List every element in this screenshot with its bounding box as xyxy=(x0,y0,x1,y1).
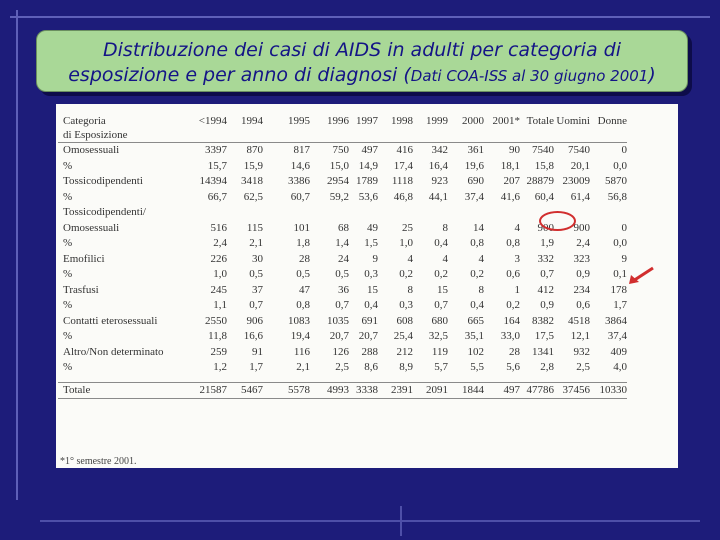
table-cell: 207 xyxy=(503,175,520,187)
table-cell: 35,1 xyxy=(464,330,484,342)
table-cell xyxy=(173,205,227,221)
header-col: Totale xyxy=(526,115,554,127)
title-source: Dati COA-ISS al 30 giugno 2001 xyxy=(410,67,649,85)
table-cell: 1,7 xyxy=(613,299,627,311)
table-cell: 1 xyxy=(514,283,520,296)
table-cell: 0,7 xyxy=(540,268,554,280)
table-cell: 60,4 xyxy=(534,190,554,203)
table-cell: 8,9 xyxy=(399,361,413,373)
table-cell: 20,1 xyxy=(570,159,590,172)
table-cell: 14 xyxy=(473,221,484,234)
table-cell: 900 xyxy=(573,221,590,234)
table-cell: 870 xyxy=(246,144,263,156)
table-cell: 0,9 xyxy=(576,268,590,280)
row-label: % xyxy=(63,268,73,280)
table-cell: 2,1 xyxy=(296,361,310,373)
table-cell: 23009 xyxy=(562,175,590,187)
table-cell: 8 xyxy=(478,283,484,296)
table-cell: 8,6 xyxy=(364,361,378,373)
table-cell: 0,2 xyxy=(506,299,520,311)
table-cell xyxy=(310,205,349,221)
table-cell: 178 xyxy=(610,283,627,296)
table-cell: 20,7 xyxy=(329,330,349,342)
table-cell: 0,3 xyxy=(399,299,413,311)
table-cell xyxy=(227,205,263,221)
table-cell: 36 xyxy=(338,283,349,296)
header-col: 1994 xyxy=(241,115,263,127)
table-cell: 119 xyxy=(431,345,448,358)
row-label: Contatti eterosessuali xyxy=(63,314,158,327)
table-cell: 47 xyxy=(299,283,310,296)
header-col: 2000 xyxy=(462,115,484,127)
table-cell: 0,0 xyxy=(613,159,627,172)
table-cell: 14394 xyxy=(199,175,227,187)
table-cell: 3864 xyxy=(605,314,627,327)
frame-line-left xyxy=(16,10,18,500)
table-cell: 14,6 xyxy=(290,159,310,172)
table-cell: 28 xyxy=(509,345,520,358)
table-cell: 0,7 xyxy=(335,299,349,311)
total-cell: 2091 xyxy=(426,383,448,396)
highlight-circle xyxy=(539,211,576,231)
total-cell: 47786 xyxy=(526,383,554,396)
table-cell: 750 xyxy=(332,144,349,156)
table-cell: 53,6 xyxy=(358,190,378,203)
table-cell: 923 xyxy=(431,175,448,187)
frame-line-bottom-vertical xyxy=(400,506,402,536)
table-row xyxy=(58,236,627,252)
table-row xyxy=(58,159,627,175)
row-label: % xyxy=(63,299,73,311)
table-cell: 1,1 xyxy=(213,299,227,311)
title-line-1: Distribuzione dei casi di AIDS in adulti per categoria di xyxy=(103,39,621,61)
table-cell: 0,2 xyxy=(434,268,448,280)
table-cell xyxy=(448,205,484,221)
table-cell: 5870 xyxy=(605,175,627,187)
header-category xyxy=(58,114,173,143)
table-cell: 101 xyxy=(293,221,310,234)
table-cell: 1118 xyxy=(391,175,413,187)
table-row xyxy=(58,174,627,190)
table-cell: 24 xyxy=(338,252,349,265)
table-cell: 15 xyxy=(437,283,448,296)
table-footnote: *1° semestre 2001. xyxy=(60,456,137,467)
table-row xyxy=(58,298,627,314)
table-cell: 1,7 xyxy=(249,361,263,373)
table-cell: 342 xyxy=(431,144,448,156)
table-cell: 0,5 xyxy=(296,268,310,280)
table-cell: 0,8 xyxy=(506,237,520,249)
row-label: % xyxy=(63,190,73,203)
table-cell: 56,8 xyxy=(607,190,627,203)
table-cell: 323 xyxy=(573,252,590,265)
table-cell: 25,4 xyxy=(393,330,413,342)
table-cell: 332 xyxy=(537,252,554,265)
table-row xyxy=(58,190,627,206)
table-cell: 3397 xyxy=(205,144,227,156)
table-cell: 2,4 xyxy=(576,237,590,249)
aids-cases-table xyxy=(58,114,627,399)
table-cell: 126 xyxy=(332,345,349,358)
total-cell: 1844 xyxy=(462,383,484,396)
row-label: Omosessuali xyxy=(63,144,120,156)
table-cell: 259 xyxy=(210,345,227,358)
table-cell: 8382 xyxy=(532,314,554,327)
table-cell: 212 xyxy=(396,345,413,358)
total-cell: 4993 xyxy=(327,383,349,396)
header-col: 2001* xyxy=(492,115,520,127)
table-cell: 66,7 xyxy=(207,190,227,203)
table-cell: 0,2 xyxy=(399,268,413,280)
table-image xyxy=(56,104,678,468)
table-cell: 4,0 xyxy=(613,361,627,373)
total-cell: 2391 xyxy=(391,383,413,396)
frame-line-bottom-right xyxy=(400,520,700,522)
title-line-2 xyxy=(37,63,687,89)
header-col: <1994 xyxy=(198,115,227,127)
table-cell: 68 xyxy=(338,221,349,234)
row-label: Omosessuali xyxy=(63,221,120,234)
table-cell: 3386 xyxy=(288,175,310,187)
table-cell: 817 xyxy=(293,144,310,156)
table-cell: 4 xyxy=(407,252,413,265)
table-cell: 690 xyxy=(467,175,484,187)
table-cell: 15,9 xyxy=(243,159,263,172)
table-cell: 932 xyxy=(573,345,590,358)
table-cell: 1,4 xyxy=(335,237,349,249)
table-row xyxy=(58,345,627,361)
table-cell: 608 xyxy=(396,314,413,327)
table-cell: 28 xyxy=(299,252,310,265)
table-cell: 2,5 xyxy=(576,361,590,373)
row-label: Tossicodipendenti xyxy=(63,175,143,187)
table-cell: 44,1 xyxy=(428,190,448,203)
header-col: 1998 xyxy=(391,115,413,127)
table-cell: 59,2 xyxy=(329,190,349,203)
table-cell: 20,7 xyxy=(358,330,378,342)
table-cell: 30 xyxy=(252,252,263,265)
table-cell xyxy=(349,205,378,221)
table-cell: 234 xyxy=(573,283,590,296)
row-label: % xyxy=(63,361,73,373)
table-cell: 0,4 xyxy=(470,299,484,311)
table-row xyxy=(58,267,627,283)
table-cell: 102 xyxy=(467,345,484,358)
table-cell: 0,4 xyxy=(434,237,448,249)
table-cell: 0,8 xyxy=(296,299,310,311)
total-label: Totale xyxy=(63,383,91,396)
table-cell: 0,4 xyxy=(364,299,378,311)
table-cell xyxy=(378,205,413,221)
table-cell: 11,8 xyxy=(208,330,227,342)
table-cell: 90 xyxy=(509,144,520,156)
table-cell: 0,9 xyxy=(540,299,554,311)
table-cell: 0,5 xyxy=(249,268,263,280)
table-cell: 4 xyxy=(478,252,484,265)
table-cell: 1,0 xyxy=(213,268,227,280)
title-line-2-end: ) xyxy=(648,64,656,86)
table-cell: 15 xyxy=(367,283,378,296)
header-col: Uomini xyxy=(556,115,590,127)
red-arrow-icon xyxy=(627,266,655,286)
table-cell: 16,4 xyxy=(428,159,448,172)
table-cell: 5,5 xyxy=(470,361,484,373)
table-cell: 0,2 xyxy=(470,268,484,280)
table-cell: 3418 xyxy=(241,175,263,187)
table-cell: 37,4 xyxy=(464,190,484,203)
table-cell xyxy=(590,205,627,221)
table-cell: 680 xyxy=(431,314,448,327)
header-col: 1995 xyxy=(288,115,310,127)
table-cell: 28879 xyxy=(526,175,554,187)
header-category-line-2: di Esposizione xyxy=(63,129,128,141)
table-cell: 2954 xyxy=(327,175,349,187)
table-row xyxy=(58,329,627,345)
table-cell: 1083 xyxy=(288,314,310,327)
table-cell: 0,6 xyxy=(576,299,590,311)
total-cell: 21587 xyxy=(199,383,227,396)
table-cell: 9 xyxy=(372,252,378,265)
row-label: Emofilici xyxy=(63,252,105,265)
table-cell: 497 xyxy=(361,144,378,156)
table-cell: 0,8 xyxy=(470,237,484,249)
table-row xyxy=(58,252,627,268)
table-cell: 1,5 xyxy=(364,237,378,249)
table-cell: 4 xyxy=(514,221,520,234)
table-cell: 8 xyxy=(442,221,448,234)
table-cell: 115 xyxy=(246,221,263,234)
table-cell: 49 xyxy=(367,221,378,234)
table-cell: 0,7 xyxy=(434,299,448,311)
row-label: Altro/Non determinato xyxy=(63,345,164,358)
table-cell: 4 xyxy=(442,252,448,265)
table-cell: 17,5 xyxy=(534,330,554,342)
frame-line-top xyxy=(10,16,710,18)
table-cell: 32,5 xyxy=(428,330,448,342)
table-cell: 18,1 xyxy=(500,159,520,172)
table-cell: 0,5 xyxy=(335,268,349,280)
table-cell: 516 xyxy=(210,221,227,234)
table-cell: 0 xyxy=(621,144,627,156)
total-cell: 497 xyxy=(503,383,520,396)
total-cell: 5467 xyxy=(241,383,263,396)
table-cell: 91 xyxy=(252,345,263,358)
table-cell: 409 xyxy=(610,345,627,358)
table-cell: 1,8 xyxy=(296,237,310,249)
table-cell: 7540 xyxy=(532,144,554,156)
table-cell: 25 xyxy=(402,221,413,234)
table-cell: 37 xyxy=(252,283,263,296)
frame-line-bottom xyxy=(40,520,400,522)
table-row xyxy=(58,283,627,299)
table-cell xyxy=(263,205,310,221)
table-cell: 0,1 xyxy=(613,268,627,280)
table-cell: 61,4 xyxy=(570,190,590,203)
title-line-2-main: esposizione e per anno di diagnosi ( xyxy=(68,64,411,86)
table-cell: 1341 xyxy=(532,345,554,358)
table-cell: 8 xyxy=(407,283,413,296)
table-cell: 15,7 xyxy=(207,159,227,172)
table-cell: 416 xyxy=(396,144,413,156)
row-label: % xyxy=(63,237,73,249)
table-cell: 0,0 xyxy=(613,237,627,249)
table-cell: 226 xyxy=(210,252,227,265)
table-cell: 906 xyxy=(246,314,263,327)
row-label: Trasfusi xyxy=(63,283,99,296)
table-cell: 900 xyxy=(537,221,554,234)
table-cell: 2550 xyxy=(205,314,227,327)
total-cell: 10330 xyxy=(599,383,627,396)
table-cell: 1035 xyxy=(327,314,349,327)
table-cell: 245 xyxy=(210,283,227,296)
table-cell: 60,7 xyxy=(290,190,310,203)
table-cell: 0,3 xyxy=(364,268,378,280)
table-body xyxy=(58,143,627,400)
table-cell: 116 xyxy=(293,345,310,358)
table-cell: 19,6 xyxy=(464,159,484,172)
table-cell: 46,8 xyxy=(393,190,413,203)
header-col: 1999 xyxy=(426,115,448,127)
table-cell: 0,7 xyxy=(249,299,263,311)
table-cell: 288 xyxy=(361,345,378,358)
table-cell: 1,9 xyxy=(540,237,554,249)
table-separator xyxy=(58,399,627,400)
table-cell: 0,6 xyxy=(506,268,520,280)
table-cell: 62,5 xyxy=(243,190,263,203)
table-cell: 14,9 xyxy=(358,159,378,172)
table-cell: 15,8 xyxy=(534,159,554,172)
table-cell: 37,4 xyxy=(607,330,627,342)
table-cell xyxy=(484,205,520,221)
table-cell: 15,0 xyxy=(329,159,349,172)
slide-title xyxy=(36,30,688,92)
table-total-row xyxy=(58,383,627,399)
table-cell: 665 xyxy=(467,314,484,327)
table-cell: 33,0 xyxy=(500,330,520,342)
table-cell: 17,4 xyxy=(393,159,413,172)
table-cell: 164 xyxy=(503,314,520,327)
total-cell: 37456 xyxy=(562,383,590,396)
table-row xyxy=(58,314,627,330)
row-label: % xyxy=(63,159,73,172)
table-cell: 3 xyxy=(514,252,520,265)
table-cell: 9 xyxy=(621,252,627,265)
total-cell: 5578 xyxy=(288,383,310,396)
table-cell: 691 xyxy=(361,314,378,327)
header-col: 1997 xyxy=(356,115,378,127)
row-label: Tossicodipendenti/ xyxy=(63,206,146,218)
table-cell: 12,1 xyxy=(570,330,590,342)
total-cell: 3338 xyxy=(356,383,378,396)
separator-line xyxy=(58,399,627,400)
table-cell: 4518 xyxy=(568,314,590,327)
table-cell: 5,6 xyxy=(506,361,520,373)
table-cell: 412 xyxy=(537,283,554,296)
table-row xyxy=(58,143,627,159)
table-header-row xyxy=(58,114,627,143)
row-label: % xyxy=(63,330,73,342)
table-cell: 2,4 xyxy=(213,237,227,249)
table-cell: 7540 xyxy=(568,144,590,156)
table-cell: 0 xyxy=(621,221,627,234)
table-cell: 1,2 xyxy=(213,361,227,373)
table-cell: 361 xyxy=(467,144,484,156)
table-cell: 2,5 xyxy=(335,361,349,373)
table-cell: 2,1 xyxy=(249,237,263,249)
header-category-line-1: Categoria xyxy=(63,115,106,127)
table-cell: 16,6 xyxy=(243,330,263,342)
header-col: Donne xyxy=(597,115,627,127)
table-cell: 5,7 xyxy=(434,361,448,373)
table-cell: 1789 xyxy=(356,175,378,187)
table-row xyxy=(58,360,627,376)
header-col: 1996 xyxy=(327,115,349,127)
table-cell: 19,4 xyxy=(290,330,310,342)
table-cell: 2,8 xyxy=(540,361,554,373)
table-cell: 41,6 xyxy=(500,190,520,203)
table-cell: 1,0 xyxy=(399,237,413,249)
table-cell xyxy=(413,205,448,221)
